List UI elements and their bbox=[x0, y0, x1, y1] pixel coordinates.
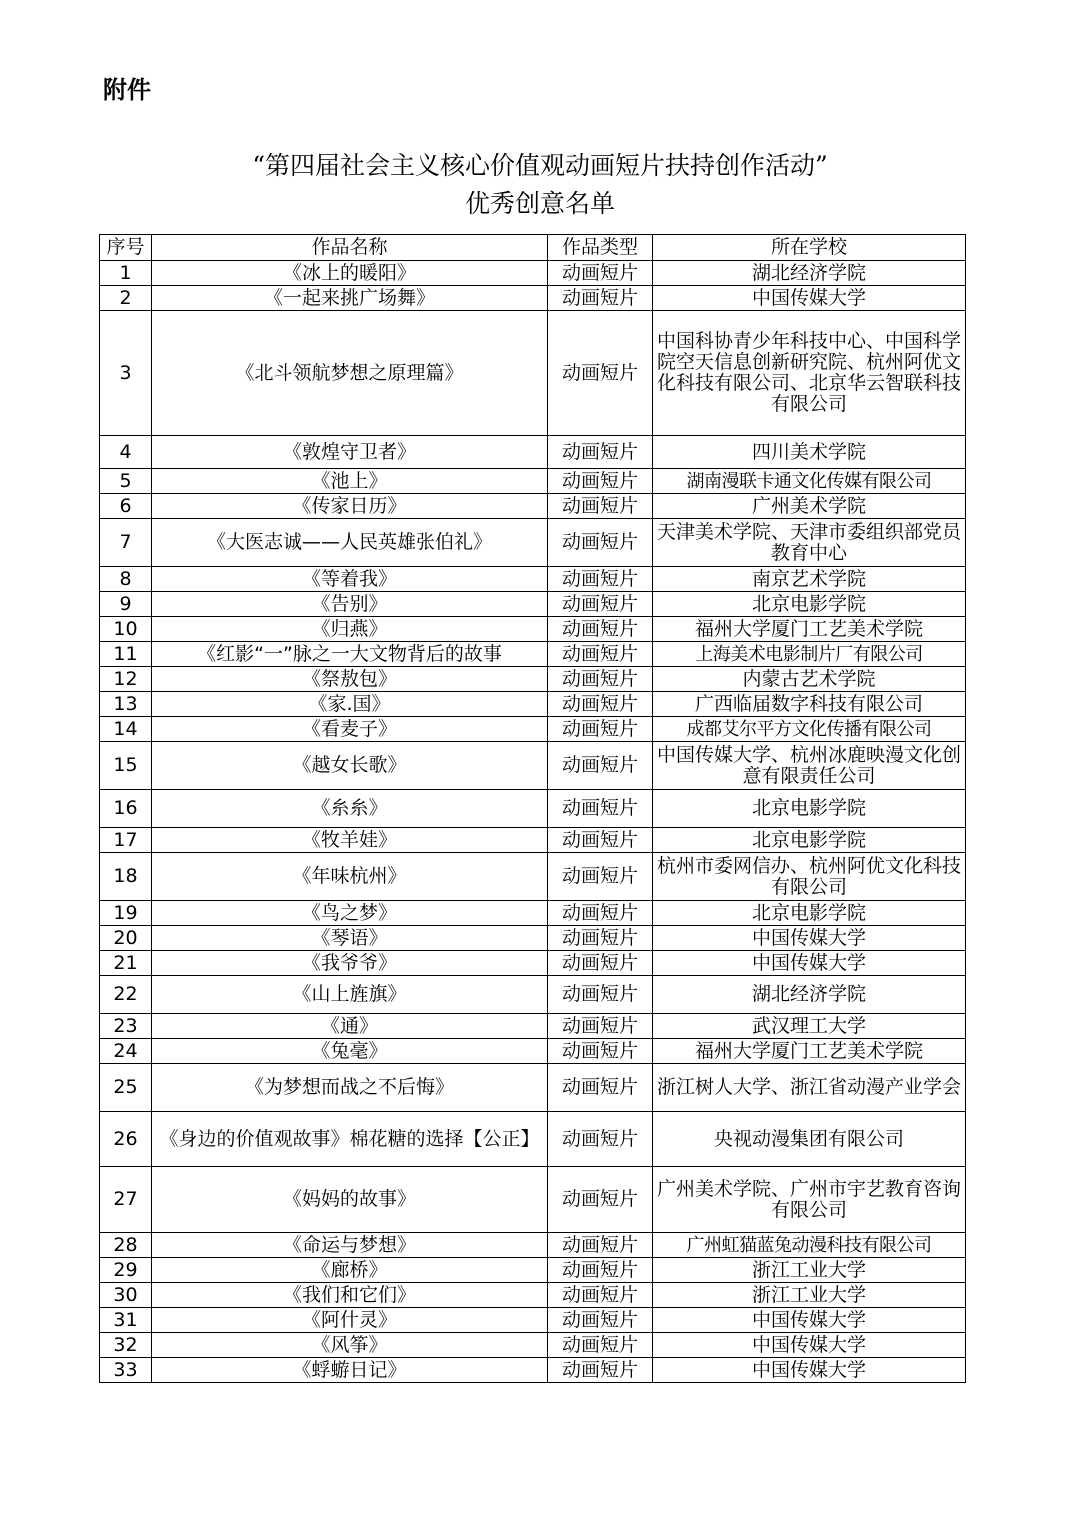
cell-type: 动画短片 bbox=[548, 951, 653, 976]
cell-school: 浙江工业大学 bbox=[653, 1283, 966, 1308]
cell-school: 湖北经济学院 bbox=[653, 261, 966, 286]
cell-name: 《糸糸》 bbox=[152, 790, 548, 828]
cell-name: 《传家日历》 bbox=[152, 494, 548, 519]
cell-school: 湖北经济学院 bbox=[653, 976, 966, 1014]
table-row bbox=[100, 692, 966, 717]
cell-type: 动画短片 bbox=[548, 1039, 653, 1064]
cell-type: 动画短片 bbox=[548, 286, 653, 311]
column-header-type: 作品类型 bbox=[548, 235, 653, 261]
cell-number: 24 bbox=[100, 1039, 152, 1064]
cell-number: 3 bbox=[100, 311, 152, 436]
cell-type: 动画短片 bbox=[548, 261, 653, 286]
table-row bbox=[100, 494, 966, 519]
cell-name: 《为梦想而战之不后悔》 bbox=[152, 1064, 548, 1112]
cell-number: 9 bbox=[100, 592, 152, 617]
cell-name: 《年味杭州》 bbox=[152, 853, 548, 901]
cell-name: 《越女长歌》 bbox=[152, 742, 548, 790]
cell-type: 动画短片 bbox=[548, 311, 653, 436]
table-row bbox=[100, 951, 966, 976]
cell-type: 动画短片 bbox=[548, 642, 653, 667]
table-row bbox=[100, 926, 966, 951]
cell-number: 20 bbox=[100, 926, 152, 951]
cell-number: 19 bbox=[100, 901, 152, 926]
table-row bbox=[100, 592, 966, 617]
cell-school: 天津美术学院、天津市委组织部党员教育中心 bbox=[653, 519, 966, 567]
cell-type: 动画短片 bbox=[548, 469, 653, 494]
cell-number: 15 bbox=[100, 742, 152, 790]
cell-type: 动画短片 bbox=[548, 926, 653, 951]
cell-name: 《风筝》 bbox=[152, 1333, 548, 1358]
cell-number: 4 bbox=[100, 436, 152, 469]
table-row bbox=[100, 642, 966, 667]
cell-type: 动画短片 bbox=[548, 1167, 653, 1233]
cell-school: 北京电影学院 bbox=[653, 901, 966, 926]
table-row bbox=[100, 1167, 966, 1233]
cell-name: 《池上》 bbox=[152, 469, 548, 494]
cell-school: 武汉理工大学 bbox=[653, 1014, 966, 1039]
table-row bbox=[100, 617, 966, 642]
cell-name: 《家.国》 bbox=[152, 692, 548, 717]
cell-number: 13 bbox=[100, 692, 152, 717]
cell-type: 动画短片 bbox=[548, 1283, 653, 1308]
cell-school: 上海美术电影制片厂有限公司 bbox=[653, 642, 966, 667]
cell-type: 动画短片 bbox=[548, 617, 653, 642]
cell-school: 北京电影学院 bbox=[653, 790, 966, 828]
cell-school: 广州虹猫蓝兔动漫科技有限公司 bbox=[653, 1233, 966, 1258]
cell-type: 动画短片 bbox=[548, 717, 653, 742]
winners-table bbox=[99, 234, 966, 1383]
cell-number: 10 bbox=[100, 617, 152, 642]
cell-name: 《牧羊娃》 bbox=[152, 828, 548, 853]
table-row bbox=[100, 1283, 966, 1308]
cell-school: 央视动漫集团有限公司 bbox=[653, 1112, 966, 1167]
cell-school: 广州美术学院 bbox=[653, 494, 966, 519]
table-row bbox=[100, 519, 966, 567]
table-row bbox=[100, 261, 966, 286]
cell-type: 动画短片 bbox=[548, 1308, 653, 1333]
cell-name: 《我爷爷》 bbox=[152, 951, 548, 976]
table-row bbox=[100, 286, 966, 311]
cell-school: 中国传媒大学 bbox=[653, 1308, 966, 1333]
cell-school: 福州大学厦门工艺美术学院 bbox=[653, 617, 966, 642]
table-row bbox=[100, 311, 966, 436]
table-row bbox=[100, 717, 966, 742]
table-row bbox=[100, 828, 966, 853]
cell-type: 动画短片 bbox=[548, 436, 653, 469]
table-row bbox=[100, 976, 966, 1014]
cell-name: 《看麦子》 bbox=[152, 717, 548, 742]
cell-name: 《鸟之梦》 bbox=[152, 901, 548, 926]
cell-school: 浙江工业大学 bbox=[653, 1258, 966, 1283]
cell-school: 四川美术学院 bbox=[653, 436, 966, 469]
cell-number: 22 bbox=[100, 976, 152, 1014]
cell-type: 动画短片 bbox=[548, 976, 653, 1014]
cell-name: 《阿什灵》 bbox=[152, 1308, 548, 1333]
cell-number: 16 bbox=[100, 790, 152, 828]
cell-school: 福州大学厦门工艺美术学院 bbox=[653, 1039, 966, 1064]
cell-number: 27 bbox=[100, 1167, 152, 1233]
table-row bbox=[100, 436, 966, 469]
document-title: “第四届社会主义核心价值观动画短片扶持创作活动” bbox=[252, 151, 828, 180]
cell-number: 7 bbox=[100, 519, 152, 567]
cell-school: 中国传媒大学 bbox=[653, 286, 966, 311]
table-row bbox=[100, 667, 966, 692]
cell-school: 内蒙古艺术学院 bbox=[653, 667, 966, 692]
cell-name: 《北斗领航梦想之原理篇》 bbox=[152, 311, 548, 436]
cell-number: 21 bbox=[100, 951, 152, 976]
cell-school: 湖南漫联卡通文化传媒有限公司 bbox=[653, 469, 966, 494]
cell-name: 《祭敖包》 bbox=[152, 667, 548, 692]
cell-name: 《廊桥》 bbox=[152, 1258, 548, 1283]
cell-name: 《身边的价值观故事》棉花糖的选择【公正】 bbox=[152, 1112, 548, 1167]
cell-number: 25 bbox=[100, 1064, 152, 1112]
table-row bbox=[100, 1358, 966, 1383]
cell-type: 动画短片 bbox=[548, 1014, 653, 1039]
cell-name: 《兔毫》 bbox=[152, 1039, 548, 1064]
cell-type: 动画短片 bbox=[548, 692, 653, 717]
cell-type: 动画短片 bbox=[548, 901, 653, 926]
cell-type: 动画短片 bbox=[548, 1064, 653, 1112]
table-row bbox=[100, 1233, 966, 1258]
cell-school: 南京艺术学院 bbox=[653, 567, 966, 592]
cell-school: 北京电影学院 bbox=[653, 592, 966, 617]
cell-name: 《大医志诚——人民英雄张伯礼》 bbox=[152, 519, 548, 567]
cell-school: 中国传媒大学 bbox=[653, 951, 966, 976]
table-row bbox=[100, 469, 966, 494]
cell-school: 浙江树人大学、浙江省动漫产业学会 bbox=[653, 1064, 966, 1112]
cell-number: 32 bbox=[100, 1333, 152, 1358]
cell-type: 动画短片 bbox=[548, 790, 653, 828]
cell-type: 动画短片 bbox=[548, 853, 653, 901]
cell-number: 18 bbox=[100, 853, 152, 901]
table-row bbox=[100, 1064, 966, 1112]
cell-number: 29 bbox=[100, 1258, 152, 1283]
cell-number: 17 bbox=[100, 828, 152, 853]
cell-name: 《我们和它们》 bbox=[152, 1283, 548, 1308]
cell-name: 《归燕》 bbox=[152, 617, 548, 642]
cell-number: 14 bbox=[100, 717, 152, 742]
column-header-number: 序号 bbox=[100, 235, 152, 261]
cell-name: 《一起来挑广场舞》 bbox=[152, 286, 548, 311]
column-header-name: 作品名称 bbox=[152, 235, 548, 261]
column-header-school: 所在学校 bbox=[653, 235, 966, 261]
cell-number: 6 bbox=[100, 494, 152, 519]
table-row bbox=[100, 790, 966, 828]
table-header-row bbox=[100, 235, 966, 261]
cell-number: 26 bbox=[100, 1112, 152, 1167]
cell-name: 《山上旌旗》 bbox=[152, 976, 548, 1014]
cell-school: 广西临届数字科技有限公司 bbox=[653, 692, 966, 717]
cell-name: 《妈妈的故事》 bbox=[152, 1167, 548, 1233]
table-row bbox=[100, 1112, 966, 1167]
table-row bbox=[100, 1258, 966, 1283]
cell-number: 31 bbox=[100, 1308, 152, 1333]
cell-school: 广州美术学院、广州市宇艺教育咨询有限公司 bbox=[653, 1167, 966, 1233]
cell-name: 《琴语》 bbox=[152, 926, 548, 951]
cell-number: 30 bbox=[100, 1283, 152, 1308]
cell-type: 动画短片 bbox=[548, 1358, 653, 1383]
cell-number: 11 bbox=[100, 642, 152, 667]
cell-number: 8 bbox=[100, 567, 152, 592]
cell-school: 杭州市委网信办、杭州阿优文化科技有限公司 bbox=[653, 853, 966, 901]
cell-school: 成都艾尔平方文化传播有限公司 bbox=[653, 717, 966, 742]
cell-type: 动画短片 bbox=[548, 1333, 653, 1358]
cell-type: 动画短片 bbox=[548, 1112, 653, 1167]
attachment-label: 附件 bbox=[103, 76, 151, 104]
document-subtitle: 优秀创意名单 bbox=[464, 189, 615, 218]
cell-type: 动画短片 bbox=[548, 667, 653, 692]
cell-name: 《命运与梦想》 bbox=[152, 1233, 548, 1258]
cell-school: 中国传媒大学、杭州冰鹿映漫文化创意有限责任公司 bbox=[653, 742, 966, 790]
cell-number: 28 bbox=[100, 1233, 152, 1258]
cell-number: 2 bbox=[100, 286, 152, 311]
table-row bbox=[100, 1333, 966, 1358]
cell-name: 《通》 bbox=[152, 1014, 548, 1039]
cell-school: 中国传媒大学 bbox=[653, 1333, 966, 1358]
cell-type: 动画短片 bbox=[548, 828, 653, 853]
table-row bbox=[100, 1014, 966, 1039]
cell-type: 动画短片 bbox=[548, 592, 653, 617]
cell-type: 动画短片 bbox=[548, 519, 653, 567]
cell-school: 中国传媒大学 bbox=[653, 1358, 966, 1383]
table-row bbox=[100, 567, 966, 592]
cell-type: 动画短片 bbox=[548, 494, 653, 519]
cell-name: 《冰上的暖阳》 bbox=[152, 261, 548, 286]
table-row bbox=[100, 901, 966, 926]
cell-number: 5 bbox=[100, 469, 152, 494]
cell-school: 中国科协青少年科技中心、中国科学院空天信息创新研究院、杭州阿优文化科技有限公司、北京华云智联科技有限公司 bbox=[653, 311, 966, 436]
cell-type: 动画短片 bbox=[548, 567, 653, 592]
cell-name: 《蜉蝣日记》 bbox=[152, 1358, 548, 1383]
table-row bbox=[100, 1039, 966, 1064]
cell-number: 23 bbox=[100, 1014, 152, 1039]
cell-name: 《红影“一”脉之一大文物背后的故事 bbox=[152, 642, 548, 667]
cell-name: 《告别》 bbox=[152, 592, 548, 617]
table-body bbox=[100, 261, 966, 1383]
cell-school: 北京电影学院 bbox=[653, 828, 966, 853]
table-row bbox=[100, 1308, 966, 1333]
table-row bbox=[100, 853, 966, 901]
cell-name: 《等着我》 bbox=[152, 567, 548, 592]
cell-number: 12 bbox=[100, 667, 152, 692]
table-row bbox=[100, 742, 966, 790]
cell-number: 1 bbox=[100, 261, 152, 286]
cell-type: 动画短片 bbox=[548, 742, 653, 790]
cell-school: 中国传媒大学 bbox=[653, 926, 966, 951]
cell-type: 动画短片 bbox=[548, 1233, 653, 1258]
cell-number: 33 bbox=[100, 1358, 152, 1383]
cell-name: 《敦煌守卫者》 bbox=[152, 436, 548, 469]
cell-type: 动画短片 bbox=[548, 1258, 653, 1283]
